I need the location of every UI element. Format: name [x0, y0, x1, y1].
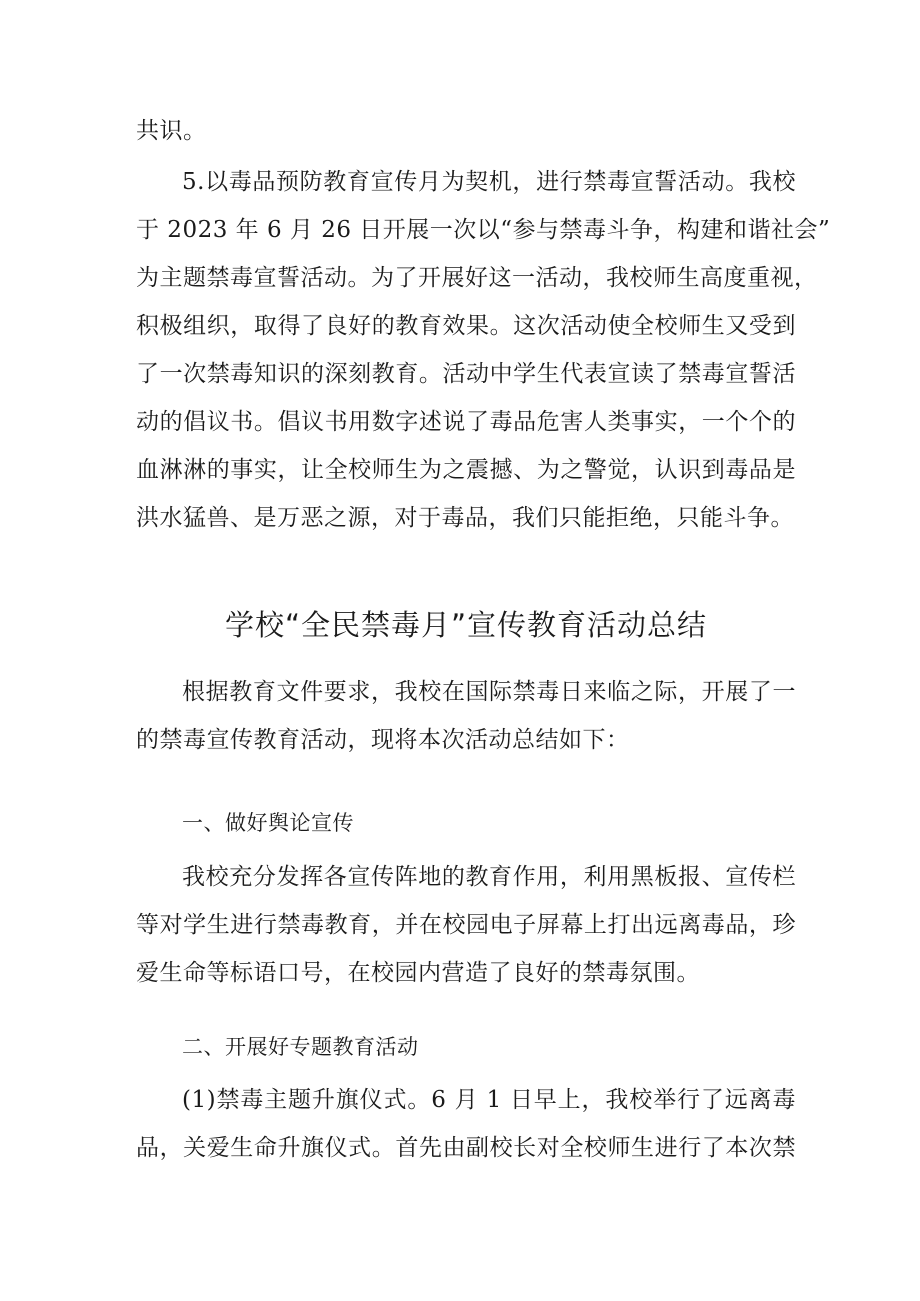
section-heading: 二、开展好专题教育活动 [182, 1035, 419, 1059]
paragraph-line: 为主题禁毒宣誓活动。为了开展好这一活动，我校师生高度重视， [136, 265, 818, 291]
paragraph-line: 爱生命等标语口号，在校园内营造了良好的禁毒氛围。 [136, 960, 700, 986]
paragraph-line: 我校充分发挥各宣传阵地的教育作用，利用黑板报、宣传栏 [182, 864, 796, 890]
paragraph-line: (1)禁毒主题升旗仪式。6 月 1 日早上，我校举行了远离毒 [182, 1087, 796, 1113]
paragraph-line: 积极组织，取得了良好的教育效果。这次活动使全校师生又受到 [136, 313, 796, 339]
paragraph-line: 的禁毒宣传教育活动，现将本次活动总结如下： [136, 727, 630, 753]
paragraph-line: 共识。 [136, 118, 207, 144]
paragraph-line: 动的倡议书。倡议书用数字述说了毒品危害人类事实，一个个的 [136, 409, 796, 435]
paragraph-line: 品，关爱生命升旗仪式。首先由副校长对全校师生进行了本次禁 [136, 1135, 796, 1161]
paragraph-line: 于 2023 年 6 月 26 日开展一次以“参与禁毒斗争，构建和谐社会” [136, 217, 831, 243]
paragraph-line: 等对学生进行禁毒教育，并在校园电子屏幕上打出远离毒品，珍 [136, 912, 796, 938]
paragraph-line: 了一次禁毒知识的深刻教育。活动中学生代表宣读了禁毒宣誓活 [136, 361, 796, 387]
paragraph-line: 血淋淋的事实，让全校师生为之震撼、为之警觉，认识到毒品是 [136, 457, 796, 483]
section-heading: 一、做好舆论宣传 [182, 811, 354, 835]
paragraph-line: 根据教育文件要求，我校在国际禁毒日来临之际，开展了一 [182, 679, 796, 705]
paragraph-line: 5.以毒品预防教育宣传月为契机，进行禁毒宣誓活动。我校 [182, 169, 796, 195]
paragraph-line: 洪水猛兽、是万恶之源，对于毒品，我们只能拒绝，只能斗争。 [136, 505, 794, 531]
page-title: 学校“全民禁毒月”宣传教育活动总结 [224, 608, 708, 642]
